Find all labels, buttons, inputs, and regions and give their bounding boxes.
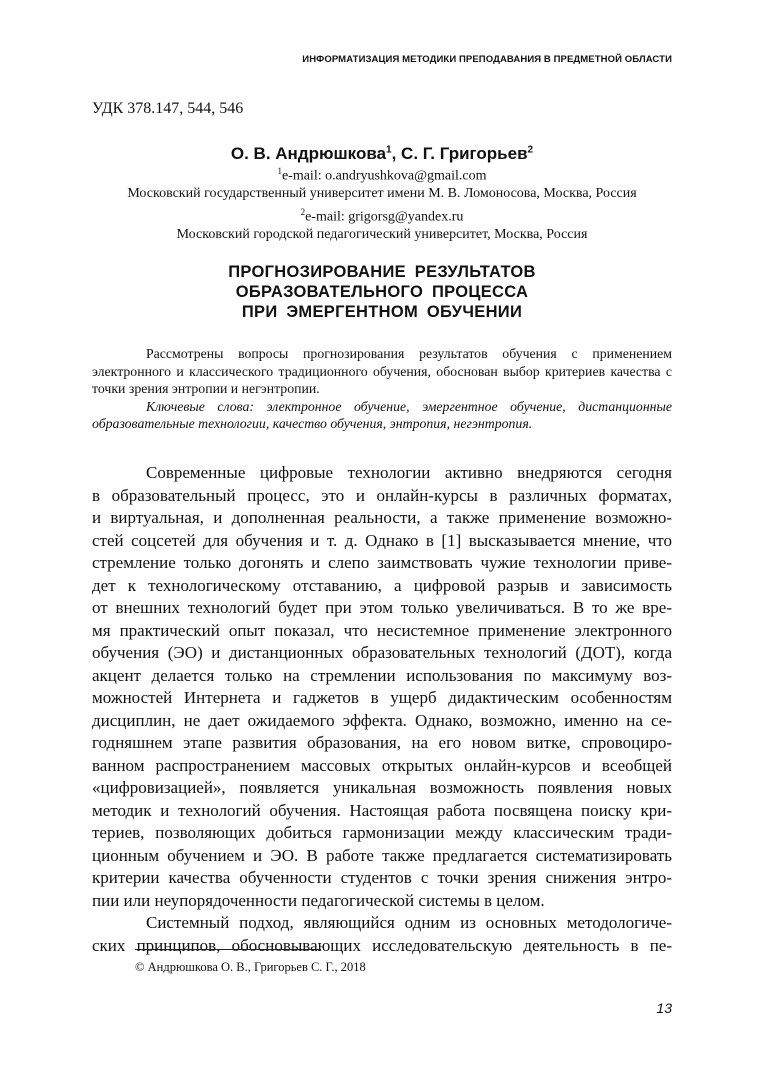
body-line: обучения (ЭО) и дистанционных образовательных технологий (ДОТ), когда (92, 643, 672, 662)
abstract (92, 345, 672, 433)
body-line: и виртуальная, и дополненная реальности, а также применение возможно- (92, 508, 672, 527)
body-line: можностей Интернета и гаджетов в ущерб дидактическим особенностям (92, 688, 672, 707)
body-line: годняшнем этапе развития образования, на его новом витке, спровоциро- (92, 733, 672, 752)
body-line: критерии качества обученности студентов с точки зрения снижения энтро- (92, 868, 672, 887)
running-header: ИНФОРМАТИЗАЦИЯ МЕТОДИКИ ПРЕПОДАВАНИЯ В ПРЕДМЕТНОЙ ОБЛАСТИ (302, 54, 672, 65)
body-line: в образовательный процесс, это и онлайн-курсы в различных форматах, (92, 485, 672, 505)
copyright-footnote: © Андрюшкова О. В., Григорьев С. Г., 2018 (135, 960, 366, 974)
body-line: мя практический опыт показал, что несистемное применение электронного (92, 620, 672, 640)
affiliation-mark: 2 (300, 207, 306, 217)
paper-title (0, 262, 764, 322)
email-text: e-mail: grigorsg@yandex.ru (305, 209, 464, 225)
body-line: стей соцсетей для обучения и т. д. Однако в [1] высказывается мнение, что (92, 530, 672, 550)
body-line: ванном распространением массовых открытых онлайн-курсов и всеобщей (92, 755, 672, 775)
body-line: от внешних технологий будет при этом только увеличиваться. В то же вре- (92, 598, 672, 617)
body-line: дет к технологическому отставанию, а цифровой разрыв и зависимость (92, 575, 672, 595)
title-line: ПРОГНОЗИРОВАНИЕ РЕЗУЛЬТАТОВ (228, 263, 536, 281)
affiliation-org: Московский государственный университет имени М. В. Ломоносова, Москва, Россия (127, 186, 637, 201)
affiliation-email (0, 166, 764, 185)
title-line: ПРИ ЭМЕРГЕНТНОМ ОБУЧЕНИИ (241, 303, 523, 321)
author-affiliation-mark: 1 (386, 144, 392, 156)
footnote-divider (135, 949, 321, 950)
keywords: Ключевые слова: электронное обучение, эмергентное обучение, дистанционные образовательные технологии, качество обучения, энтропия, негэнтропия. (92, 398, 672, 431)
page-number: 13 (656, 1000, 672, 1016)
body-text (92, 462, 672, 957)
title-line: ОБРАЗОВАТЕЛЬНОГО ПРОЦЕССА (235, 283, 529, 301)
body-line: ционным обучением и ЭО. В работе также предлагается систематизировать (92, 845, 672, 865)
affiliation-mark: 1 (277, 166, 282, 176)
author-name: С. Г. Григорьев (401, 144, 528, 163)
body-line: «цифровизацией», появляется уникальная возможность появления новых (92, 778, 672, 797)
body-line: Современные цифровые технологии активно внедряются сегодня (146, 463, 672, 482)
body-line: териев, позволяющих добиться гармонизации между классическим тради- (92, 823, 672, 842)
body-line: пии или неупорядоченности педагогической системы в целом. (92, 890, 545, 910)
affiliation-org: Московский городской педагогический университет, Москва, Россия (176, 227, 588, 242)
email-text: e-mail: o.andryushkova@gmail.com (281, 168, 487, 184)
body-line: методик и технологий обучения. Настоящая работа посвящена поиску кри- (92, 800, 672, 820)
udk-code: УДК 378.147, 544, 546 (92, 100, 244, 117)
author-name: О. В. Андрюшкова (230, 144, 387, 163)
authors (0, 144, 764, 164)
abstract-text: Рассмотрены вопросы прогнозирования результатов обучения с применением электронного и классического традиционного обучения, обоснован выбор критериев качества с точки зрения энтропии и негэнтропии. (92, 346, 672, 396)
body-line: стремление только догонять и слепо заимствовать чужие технологии приве- (92, 553, 672, 572)
body-line: акцент делается только на стремлении использования по максимуму воз- (92, 665, 672, 685)
body-line: Системный подход, являющийся одним из основных методологиче- (146, 913, 672, 932)
affiliation-email (0, 207, 764, 226)
author-affiliation-mark: 2 (527, 144, 534, 156)
author-separator: , (391, 144, 402, 163)
body-line: ских принципов, обосновывающих исследовательскую деятельность в пе- (92, 935, 672, 955)
body-line: дисциплин, не дает ожидаемого эффекта. Однако, возможно, именно на се- (92, 710, 672, 730)
